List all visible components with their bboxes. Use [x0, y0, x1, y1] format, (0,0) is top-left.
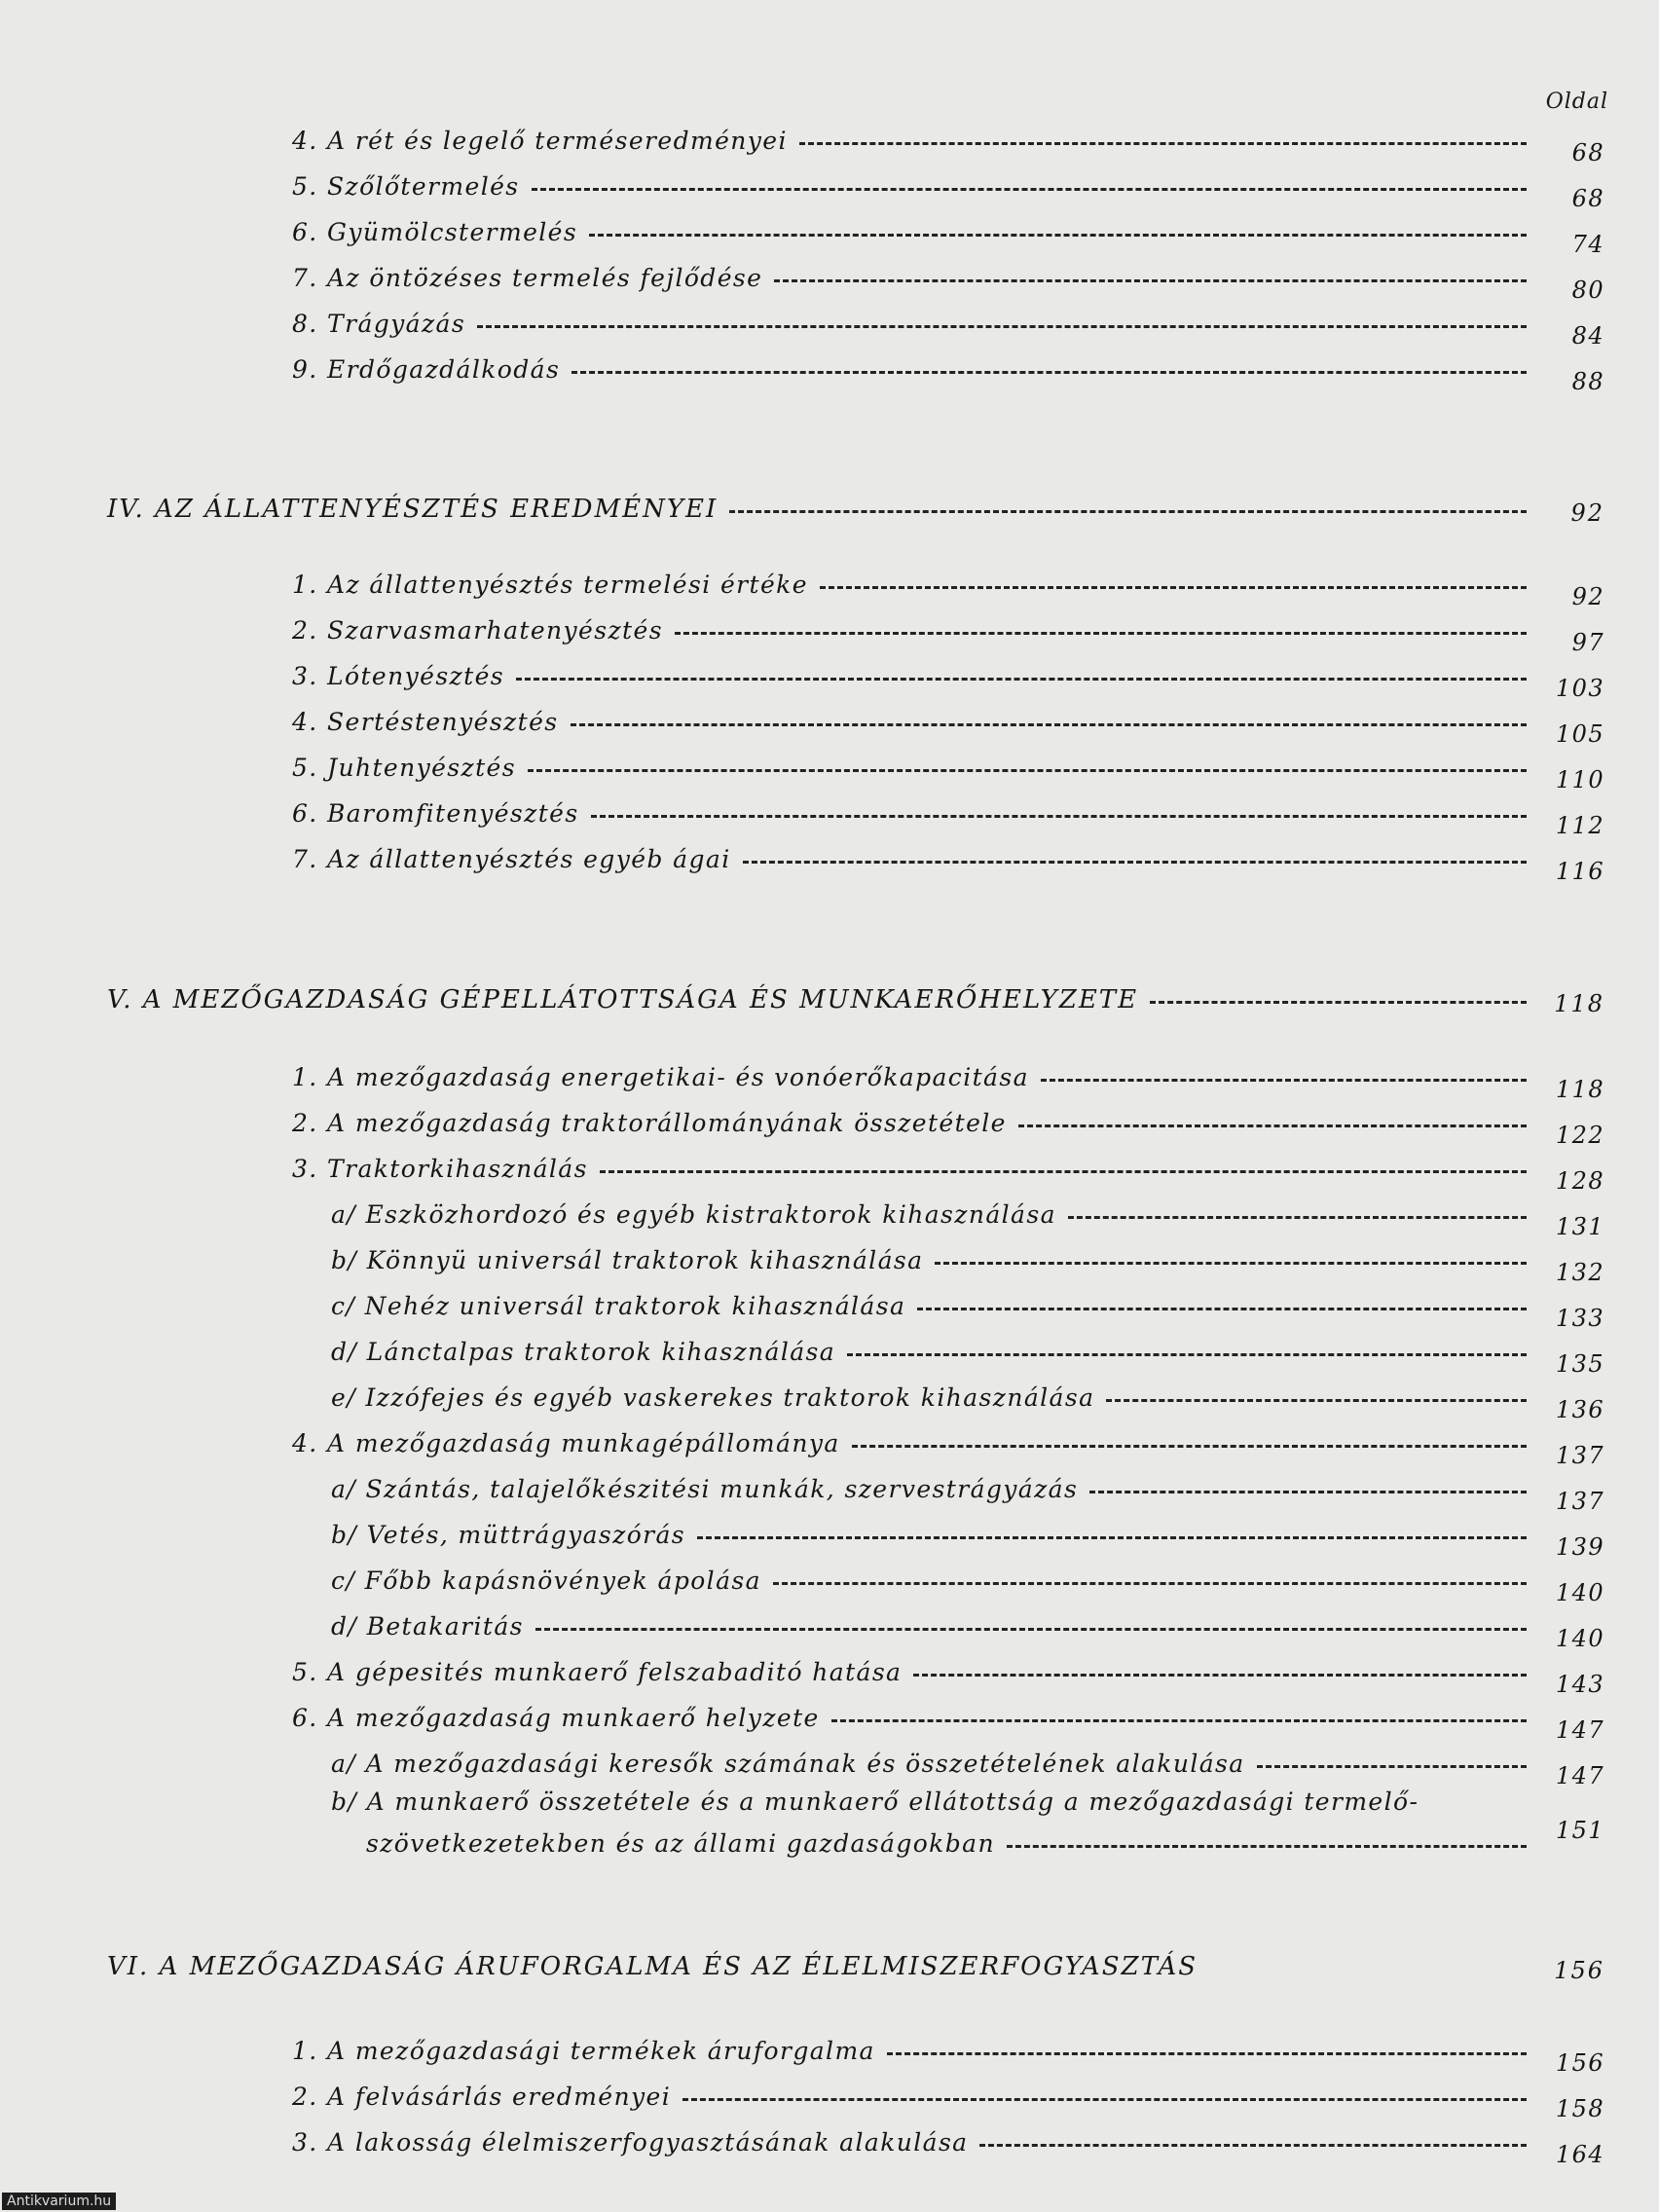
entry-number: b/ [331, 1246, 358, 1274]
entry-title: A rét és legelő terméseredményei [327, 127, 788, 155]
entry-page: 103 [1555, 675, 1604, 702]
entry-title-continued: szövetkezetekben és az állami gazdaságokban [366, 1829, 995, 1858]
entry-title: Gyümölcstermelés [327, 218, 578, 246]
entry-number: c/ [331, 1292, 356, 1320]
toc-entry [292, 1147, 1604, 1195]
toc-chapter [107, 977, 1604, 1017]
entry-title: Trágyázás [327, 310, 466, 338]
entry-number: 9. [292, 355, 318, 384]
toc-chapter [107, 1952, 1604, 1984]
entry-number: 6. [292, 799, 318, 828]
leader-dots [729, 483, 1527, 513]
leader-dots [820, 559, 1527, 589]
entry-page: 137 [1555, 1488, 1604, 1515]
entry-number: 1. [292, 571, 318, 599]
leader-dots [528, 742, 1527, 772]
toc-subentry [331, 1238, 1604, 1286]
leader-dots [773, 1555, 1527, 1585]
entry-title: A mezőgazdaság munkagépállománya [327, 1429, 840, 1457]
entry-page: 147 [1555, 1762, 1604, 1789]
entry-title: Az öntözéses termelés fejlődése [327, 264, 763, 292]
toc-entry [292, 1650, 1604, 1698]
toc-entry [292, 1421, 1604, 1469]
leader-dots [571, 344, 1527, 374]
entry-title: A gépesités munkaerő felszabaditó hatása [327, 1658, 903, 1686]
entry-number: 5. [292, 172, 318, 201]
entry-page: 137 [1555, 1442, 1604, 1469]
entry-page: 84 [1571, 322, 1604, 350]
toc-subentry [331, 1559, 1604, 1606]
toc-entry [292, 348, 1604, 395]
leader-dots [600, 1143, 1527, 1173]
entry-page: 122 [1555, 1122, 1604, 1149]
entry-number: 7. [292, 264, 318, 292]
entry-title: Baromfitenyésztés [327, 799, 579, 828]
toc-subentry [331, 1742, 1604, 1789]
entry-page: 128 [1555, 1167, 1604, 1195]
leader-dots [477, 298, 1527, 328]
entry-page: 156 [1555, 2049, 1604, 2077]
entry-title: Juhtenyésztés [327, 754, 516, 782]
toc-subentry [331, 1193, 1604, 1240]
entry-page: 133 [1555, 1305, 1604, 1332]
entry-page: 140 [1555, 1625, 1604, 1652]
entry-title: Betakaritás [366, 1612, 524, 1641]
leader-dots [887, 2025, 1527, 2055]
entry-title: Az állattenyésztés egyéb ágai [327, 845, 731, 873]
leader-dots [571, 696, 1528, 726]
entry-title: Szántás, talajelőkészitési munkák, szervestrágyázás [365, 1475, 1079, 1503]
leader-dots [682, 2071, 1527, 2101]
leader-dots [1150, 974, 1527, 1004]
entry-page: 88 [1571, 368, 1604, 395]
entry-title: Nehéz universál traktorok kihasználása [364, 1292, 906, 1320]
entry-number: b/ [331, 1521, 358, 1549]
toc-entry [292, 837, 1604, 885]
toc-entry [292, 119, 1604, 166]
toc-subentry [331, 1284, 1604, 1332]
leader-dots [1257, 1738, 1527, 1768]
entry-number: 2. [292, 1109, 318, 1137]
entry-page: 164 [1555, 2141, 1604, 2168]
chapter-number: IV. [107, 495, 145, 524]
entry-number: 4. [292, 708, 318, 736]
watermark: Antikvarium.hu [2, 2193, 116, 2210]
entry-title: Főbb kapásnövények ápolása [364, 1567, 761, 1595]
chapter-title: AZ ÁLLATTENYÉSZTÉS EREDMÉNYEI [155, 495, 719, 524]
entry-title: A mezőgazdaság energetikai- és vonóerőkapacitása [327, 1063, 1029, 1091]
entry-title: Könnyü universál traktorok kihasználása [366, 1246, 924, 1274]
leader-dots [1007, 1818, 1527, 1848]
entry-number: c/ [331, 1567, 356, 1595]
toc-entry [292, 2120, 1604, 2168]
entry-number: 3. [292, 662, 318, 690]
entry-title: A mezőgazdasági keresők számának és összetételének alakulása [365, 1750, 1245, 1778]
leader-dots [774, 252, 1527, 282]
toc-entry [292, 2029, 1604, 2077]
entry-title: A munkaerő összetétele és a munkaerő ellátottság a mezőgazdasági termelő- [366, 1788, 1419, 1816]
entry-number: a/ [331, 1750, 357, 1778]
entry-number: 2. [292, 2083, 318, 2111]
toc-entry [292, 700, 1604, 748]
entry-number: 3. [292, 2128, 318, 2157]
entry-page: 97 [1571, 629, 1604, 656]
leader-dots [799, 115, 1527, 145]
entry-number: b/ [331, 1788, 358, 1816]
leader-dots [532, 161, 1527, 191]
leader-dots [913, 1646, 1527, 1677]
entry-page: 112 [1555, 812, 1604, 839]
toc-entry [292, 2075, 1604, 2122]
chapter-number: V. [107, 985, 133, 1014]
leader-dots [1089, 1463, 1527, 1493]
toc-subentry-multiline [331, 1788, 1604, 1858]
entry-page: 68 [1571, 139, 1604, 166]
entry-page: 139 [1555, 1533, 1604, 1561]
entry-number: 2. [292, 616, 318, 645]
entry-title: A felvásárlás eredményei [327, 2083, 672, 2111]
leader-dots [831, 1692, 1527, 1722]
entry-title: A mezőgazdaság traktorállományának összetétele [327, 1109, 1007, 1137]
leader-dots [852, 1418, 1527, 1448]
leader-dots [917, 1280, 1527, 1310]
entry-page: 116 [1555, 858, 1604, 885]
entry-line-2 [331, 1817, 1604, 1858]
entry-page: 143 [1555, 1671, 1604, 1698]
chapter-page: 118 [1554, 990, 1604, 1017]
chapter-page: 92 [1570, 499, 1604, 527]
entry-title: A mezőgazdaság munkaerő helyzete [327, 1704, 820, 1732]
entry-number: 3. [292, 1155, 318, 1183]
chapter-title: A MEZŐGAZDASÁG GÉPELLÁTOTTSÁGA ÉS MUNKAERŐHELYZETE [142, 985, 1139, 1014]
leader-dots [697, 1509, 1527, 1539]
toc-entry [292, 1101, 1604, 1149]
leader-dots [1106, 1372, 1527, 1402]
entry-title: Eszközhordozó és egyéb kistraktorok kihasználása [365, 1200, 1056, 1229]
entry-number: d/ [331, 1612, 358, 1641]
entry-title: Sertéstenyésztés [327, 708, 559, 736]
toc-subentry [331, 1376, 1604, 1423]
leader-dots [1041, 1051, 1527, 1082]
entry-number: a/ [331, 1200, 357, 1229]
entry-page: 132 [1555, 1259, 1604, 1286]
entry-page: 68 [1571, 185, 1604, 212]
entry-page: 131 [1555, 1213, 1604, 1240]
entry-page: 118 [1555, 1076, 1604, 1103]
leader-dots [979, 2117, 1527, 2147]
entry-number: 4. [292, 127, 318, 155]
leader-dots [591, 788, 1527, 818]
entry-title: Szőlőtermelés [327, 172, 520, 201]
toc-subentry [331, 1330, 1604, 1378]
leader-dots [935, 1235, 1527, 1265]
entry-page: 158 [1555, 2095, 1604, 2122]
toc-subentry [331, 1513, 1604, 1561]
entry-title: Lánctalpas traktorok kihasználása [366, 1338, 836, 1366]
entry-number: e/ [331, 1383, 357, 1412]
entry-title: Vetés, müttrágyaszórás [366, 1521, 686, 1549]
toc-entry [292, 302, 1604, 350]
toc-entry [292, 608, 1604, 656]
entry-title: A lakosság élelmiszerfogyasztásának alakulása [327, 2128, 969, 2157]
toc-entry [292, 654, 1604, 702]
leader-dots [535, 1601, 1527, 1631]
leader-dots [743, 833, 1527, 864]
entry-page: 92 [1571, 583, 1604, 610]
entry-page: 105 [1555, 720, 1604, 748]
leader-dots [847, 1326, 1527, 1356]
entry-page: 147 [1555, 1716, 1604, 1744]
entry-number: 5. [292, 1658, 318, 1686]
entry-number: 1. [292, 1063, 318, 1091]
entry-title: Szarvasmarhatenyésztés [327, 616, 663, 645]
entry-page: 140 [1555, 1579, 1604, 1606]
entry-page: 151 [1555, 1817, 1604, 1844]
entry-page: 136 [1555, 1396, 1604, 1423]
entry-number: d/ [331, 1338, 358, 1366]
leader-dots [1068, 1189, 1527, 1219]
leader-dots [589, 206, 1527, 237]
entry-title: Traktorkihasználás [327, 1155, 588, 1183]
entry-number: 6. [292, 218, 318, 246]
entry-title: Izzófejes és egyéb vaskerekes traktorok kihasználása [365, 1383, 1095, 1412]
leader-dots [516, 650, 1527, 681]
entry-title: Az állattenyésztés termelési értéke [327, 571, 808, 599]
toc-entry [292, 165, 1604, 212]
entry-number: 5. [292, 754, 318, 782]
toc-entry [292, 1696, 1604, 1744]
entry-page: 74 [1571, 231, 1604, 258]
entry-title: Erdőgazdálkodás [327, 355, 561, 384]
chapter-number: VI. [107, 1952, 150, 1981]
toc-entry [292, 210, 1604, 258]
toc-entry [292, 256, 1604, 304]
entry-number: 1. [292, 2037, 318, 2065]
toc-entry [292, 1055, 1604, 1103]
toc-chapter [107, 487, 1604, 527]
entry-title: Lótenyésztés [327, 662, 505, 690]
leader-dots [1018, 1097, 1527, 1127]
toc-entry [292, 563, 1604, 610]
entry-page: 135 [1555, 1350, 1604, 1378]
entry-page: 110 [1555, 766, 1604, 793]
toc-entry [292, 746, 1604, 793]
entry-number: 6. [292, 1704, 318, 1732]
toc-entry [292, 792, 1604, 839]
entry-number: a/ [331, 1475, 357, 1503]
entry-line-1 [331, 1788, 1604, 1816]
leader-dots [675, 605, 1527, 635]
page-column-header: Oldal [1545, 90, 1608, 114]
entry-page: 80 [1571, 276, 1604, 304]
chapter-page: 156 [1554, 1957, 1604, 1984]
entry-title: A mezőgazdasági termékek áruforgalma [327, 2037, 875, 2065]
entry-number: 7. [292, 845, 318, 873]
toc-subentry [331, 1467, 1604, 1515]
entry-number: 4. [292, 1429, 318, 1457]
entry-number: 8. [292, 310, 318, 338]
chapter-title: A MEZŐGAZDASÁG ÁRUFORGALMA ÉS AZ ÉLELMISZERFOGYASZTÁS [159, 1952, 1198, 1981]
toc-subentry [331, 1604, 1604, 1652]
